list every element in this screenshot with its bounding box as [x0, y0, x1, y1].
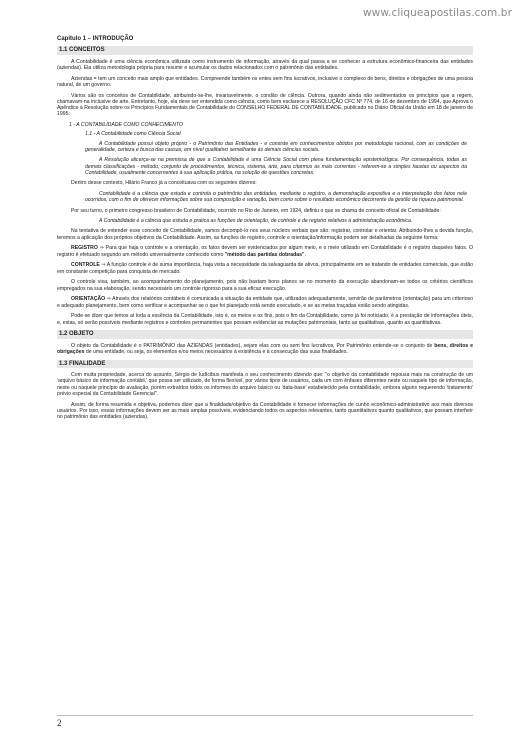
footer-divider [57, 715, 473, 716]
subheading-ciencia-social: 1.1 - A Contabilidade como Ciência Social [85, 131, 181, 138]
paragraph-hilario-franco: Dentro desse contexto, Hilário Franco já a conceituava com os seguintes dizeres: [71, 180, 257, 187]
document-page [57, 36, 473, 425]
section-heading-finalidade: 1.3 FINALIDADE [57, 360, 473, 368]
page-number: 2 [57, 718, 62, 728]
chapter-title: Capítulo 1 – INTRODUÇÃO [57, 36, 134, 42]
paragraph-registro [57, 245, 473, 258]
paragraph-controle [57, 262, 473, 275]
quote-objeto-proprio: A Contabilidade possui objeto próprio - o Patrimônio das Entidades - e consiste em conhecimentos obtidos por metodologia racional, com as condições de generalidade, certeza e busca das causas, em nível qualitativo semelhante às demais ciências sociais. [85, 140, 467, 154]
watermark-url: www.cliqueapostilas.com.br [362, 7, 512, 19]
paragraph-aziendas: Aziendas = tem um conceito mais amplo que entidades. Compreende também os entes sem fins lucrativos, inclusive o complexo de bens, direitos e obrigações de uma pessoa natural, de um governo. [57, 75, 473, 88]
registro-label: REGISTRO [71, 245, 98, 252]
orientacao-text: ⇒ Através dos relatórios contábeis é comunicada a situação da entidade que, utilizados adequadamente, servirão de parâmetros (orientação) para um criterioso e adequado planejamento, bem como verificar e acompanhar se o que foi planejado está sendo executado, e se as metas traçadas estão sendo atingidas. [57, 296, 473, 309]
registro-end: . [304, 251, 306, 258]
controle-text: ⇒ A função controle é de suma importância, haja vista a necessidade da salvaguarda de ativos, principalmente em se tratando de entidades comerciais, que estão em constante competição para conquista de mercado. [57, 262, 473, 275]
controle-label: CONTROLE [71, 262, 100, 269]
paragraph-intro: A Contabilidade é uma ciência econômica utilizada como instrumento de informação, através da qual passa a se conhecer a estrutura econômico-financeira das entidades (aziendas). Ela utiliza metodologia própria para resumir e acumular os dados relacionados com o patrimônio das entidades. [57, 58, 473, 71]
paragraph-objeto [57, 343, 473, 356]
paragraph-essencia: Pode-se dizer que temos aí toda a essência da Contabilidade, isto é, os meios e os fins, pois o fim da Contabilidade, como já foi noticiado, é a prestação de informações úteis, e, estas, só serão possíveis mediante registros e controles permanentes que possam evidenciar as mutações patrimoniais, tanto as qualitativas, quanto as quantitativas. [57, 313, 473, 326]
quote-hilario-franco: Contabilidade é a ciência que estuda e controla o patrimônio das entidades, mediante o registro, a demonstração expositiva e a interpretação dos fatos nele ocorridos, com o fim de oferecer informações sobre sua composição e variação, bem como sobre o resultado econômico decorrente da gestão da riqueza patrimonial. [85, 190, 467, 204]
orientacao-label: ORIENTAÇÃO [71, 296, 106, 303]
registro-bold-text: "método das partidas dobradas" [224, 251, 305, 258]
quote-resolucao: A Resolução alicerça-se na premissa de que a Contabilidade é uma Ciência Social com plena fundamentação epistemológica. Por consequência, todas as demais classificações - método, conjunto de procedimentos, técnica, sistema, arte, para citarmos as mais correntes - referem-se a simples facetas ou aspectos da Contabilidade, usualmente concernentes à sua aplicação prática, na solução de questões concretas. [85, 157, 467, 176]
subheading-conhecimento: 1 - A CONTABILIDADE COMO CONHECIMENTO [69, 122, 183, 129]
paragraph-congresso: Por seu turno, o primeiro congresso brasileiro de Contabilidade, ocorrido no Rio de Janeiro, em 1924, definiu o que se chama de conceito oficial de Contabilidade: [71, 207, 441, 214]
objeto-text-a: O objeto da Contabilidade é o PATRIMÔNIO das AZIENDAS (entidades), sejam elas com ou sem fins lucrativos, Por Patrimônio entende-se o conjunto de [71, 342, 435, 349]
paragraph-finalidade-resumo: Assim, de forma resumida e objetiva, podemos dizer que a finalidade/objetivo da Contabilidade é fornecer informações de cunho econômico-administrativo aos mais diversos usuários. Por isso, essas informações devem ser as mais amplas possíveis, evidenciando todos os aspectos relevantes, tanto quantitativos quanto qualitativos, que possam interferir no patrimônio das entidades (aziendas). [57, 401, 473, 421]
registro-text: ⇒ Para que haja o controle e a orientação, os fatos devem ser evidenciados por algum meio, e o meio utilizado em Contabilidade é o registro daqueles fatos. O registro é efetuado segundo um método universalmente conhecido como [57, 245, 473, 258]
objeto-bold-text: bens, direitos e obrigações [57, 342, 473, 355]
quote-conceito-oficial: A Contabilidade é a ciência que estuda e pratica as funções de orientação, de controle e de registro relativos à administração econômica. [99, 218, 413, 225]
paragraph-controle-planejamento: O controle visa, também, ao acompanhamento do planejamento, pois não bastam bons planos se no momento da execução abandonam-se todos os critérios científicos empregados na sua elaboração, sendo necessário um controle rigoroso para a sua eficaz execução. [57, 279, 473, 292]
paragraph-nucleos-verbais: Na tentativa de entender esse conceito de Contabilidade, vamos decompô-lo nos seus núcleos verbais que são: registrar, controlar e orientar. Atribuindo-lhes a devida função, teremos a aplicação dos próprios objetivos da Contabilidade. Assim, as funções de registro, controle e orientação/informação podem ser detalhadas da seguinte forma: [57, 228, 473, 241]
objeto-text-c: de uma entidade, ou seja, os elementos e/ou meios necessários à existência e à consecução das suas finalidades. [84, 348, 348, 355]
section-heading-objeto: 1.2 OBJETO [57, 330, 473, 338]
paragraph-iudicibus: Com muita propriedade, acerca do assunto, Sérgio de Iudícibus manifesta o seu conhecimento dizendo que: "o objetivo da contabilidade repousa mais na construção de um 'arquivo básico de informação contábil,' que possa ser utilizado, de forma flexível, por vários tipos de usuários, cada um com ênfases diferentes neste ou naquele tipo de informação, neste ou naquele princípio de avaliação, porém extraídos todos os informes do arquivo básico ou 'data-base' estabelecido pela contabilidade, embora alguns requerendo 'tratamento' prévio especial da Contabilidade Gerencial". [57, 371, 473, 397]
section-heading-conceitos: 1.1 CONCEITOS [57, 46, 473, 54]
paragraph-orientacao [57, 296, 473, 309]
paragraph-conceitos: Vários são os conceitos de Contabilidade, atribuindo-se-lhe, invariavelmente, o condão de ciência. Outrora, quando ainda não sedimentados os princípios que a regem, chamavam-na inclusive de arte. Entretanto, hoje, ela deve ser entendida como ciência, como bem esclarece a RESOLUÇÃO CFC Nº 774, de 16 de dezembro de 1994, que Aprova o Apêndice à Resolução sobre os Princípios Fundamentais de Contabilidade do CONSELHO FEDERAL DE CONTABILIDADE, publicado no Diário Oficial da União em 18 de janeiro de 1995: [57, 92, 473, 118]
